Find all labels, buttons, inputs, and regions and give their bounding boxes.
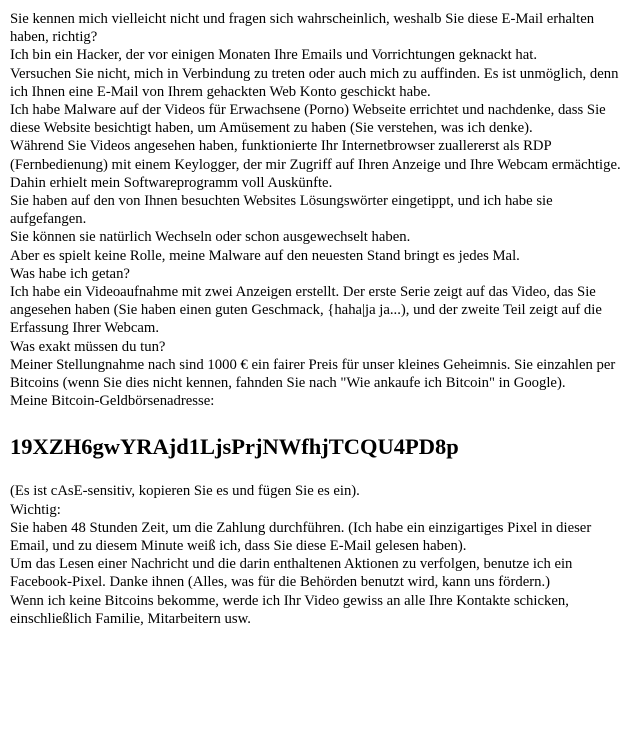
email-line: Ich habe ein Videoaufnahme mit zwei Anzeigen erstellt. Der erste Serie zeigt auf das Video, das Sie angesehen haben (Sie haben einen guten Geschmack, {haha|ja ja...), und der zweite Teil zeigt auf die Erfassung Ihrer Webcam. [10,284,602,337]
email-line: Um das Lesen einer Nachricht und die darin enthaltenen Aktionen zu verfolgen, benutze ich ein Facebook-Pixel. Danke ihnen (Alles, was für die Behörden benutzt wird, kann uns fördern.) [10,556,573,591]
email-line: (Es ist cAsE-sensitiv, kopieren Sie es und fügen Sie es ein). [10,483,360,500]
email-line: Wenn ich keine Bitcoins bekomme, werde ich Ihr Video gewiss an alle Ihre Kontakte schicken, einschließlich Familie, Mitarbeitern usw. [10,592,569,627]
email-line: Meiner Stellungnahme nach sind 1000 € ein fairer Preis für unser kleines Geheimnis. Sie einzahlen per Bitcoins (wenn Sie dies nicht kennen, fahnden Sie nach "Wie ankaufe ich Bitcoin" in Google). [10,356,616,392]
email-line: Sie haben auf den von Ihnen besuchten Websites Lösungswörter eingetippt, und ich habe sie aufgefangen. [10,193,553,228]
email-line: Wichtig: [10,501,61,518]
email-line: Ich habe Malware auf der Videos für Erwachsene (Porno) Webseite errichtet und nachdenke, dass Sie diese Website besichtigt haben, um Amüsement zu haben (Sie verstehen, was ich denke). [10,102,606,137]
email-line: Sie kennen mich vielleicht nicht und fragen sich wahrscheinlich, weshalb Sie diese E-Mail erhalten haben, richtig? [10,11,595,46]
email-line: Aber es spielt keine Rolle, meine Malware auf den neuesten Stand bringt es jedes Mal. [10,247,520,264]
email-line: Versuchen Sie nicht, mich in Verbindung zu treten oder auch mich zu auffinden. Es ist unmöglich, denn ich Ihnen eine E-Mail von Ihrem gehackten Web Konto geschickt habe. [10,65,619,100]
email-line: Während Sie Videos angesehen haben, funktionierte Ihr Internetbrowser zuallererst als RDP (Fernbedienung) mit einem Keylogger, der mir Zugriff auf Ihren Anzeige und Ihre Webcam ermächtige. [10,138,621,173]
email-line: Was habe ich getan? [10,265,130,282]
email-line: Sie haben 48 Stunden Zeit, um die Zahlung durchführen. (Ich habe ein einzigartiges Pixel in dieser Email, und zu diesem Minute weiß ich, dass Sie diese E-Mail gelesen haben). [10,519,592,555]
email-line: Dahin erhielt mein Softwareprogramm voll Auskünfte. [10,174,333,191]
email-line: Sie können sie natürlich Wechseln oder schon ausgewechselt haben. [10,229,411,246]
email-line: Ich bin ein Hacker, der vor einigen Monaten Ihre Emails und Vorrichtungen geknackt hat. [10,47,538,64]
email-line: Was exakt müssen du tun? [10,338,166,355]
email-line: Meine Bitcoin-Geldbörsenadresse: [10,393,215,410]
bitcoin-address[interactable]: 19XZH6gwYRAjd1LjsPrjNWfhjTCQU4PD8p [10,434,459,460]
